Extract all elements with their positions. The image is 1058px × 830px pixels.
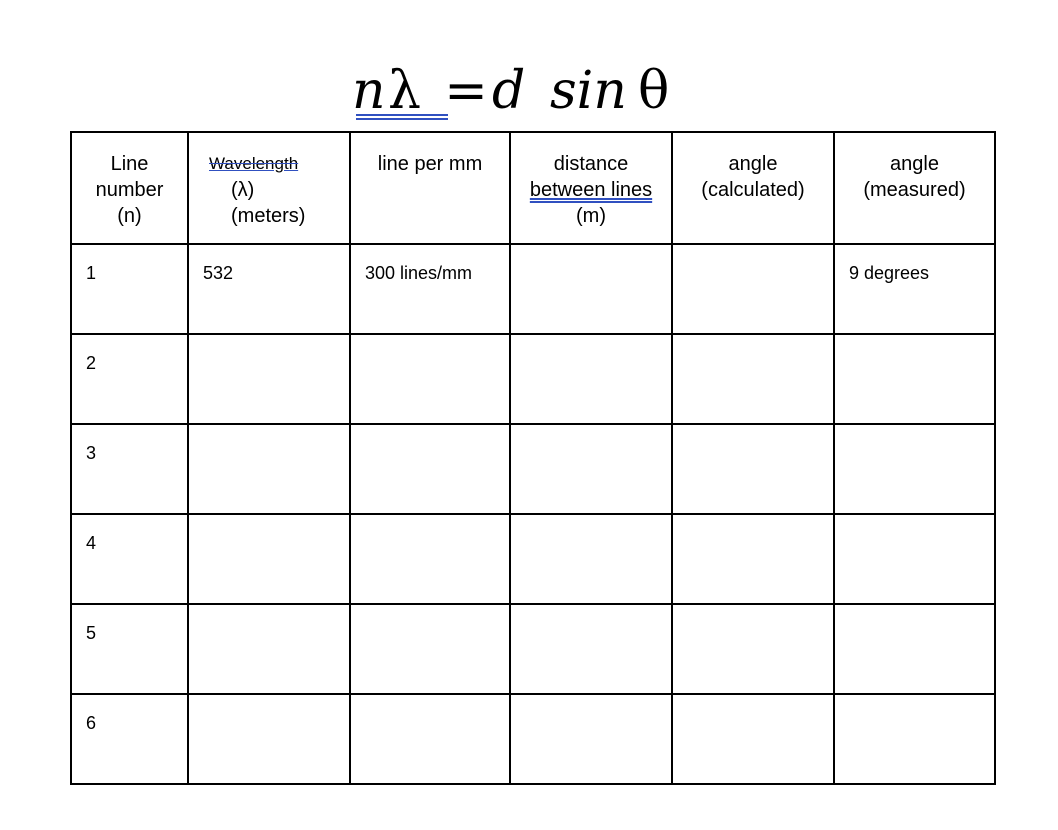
cell-line-number[interactable]: 4	[71, 514, 188, 604]
cell-line-per-mm[interactable]	[350, 514, 510, 604]
table-row	[71, 244, 995, 334]
table-row	[71, 514, 995, 604]
header-distance[interactable]	[510, 132, 672, 244]
header-wavelength-l3: (meters)	[231, 205, 306, 227]
cell-wavelength[interactable]	[188, 604, 350, 694]
header-line-per-mm[interactable]	[350, 132, 510, 244]
cell-angle-calculated[interactable]	[672, 604, 834, 694]
cell-line-per-mm[interactable]	[350, 424, 510, 514]
cell-angle-measured[interactable]: 9 degrees	[834, 244, 995, 334]
cell-angle-calculated[interactable]	[672, 334, 834, 424]
header-angle-measured-l2: (measured)	[863, 179, 966, 201]
cell-wavelength[interactable]	[188, 694, 350, 784]
eq-theta: θ	[638, 61, 670, 121]
cell-line-number[interactable]: 1	[71, 244, 188, 334]
eq-n: n	[352, 61, 386, 121]
cell-angle-calculated[interactable]	[672, 424, 834, 514]
eq-equals: =	[444, 61, 488, 121]
header-angle-calculated[interactable]	[672, 132, 834, 244]
cell-wavelength[interactable]	[188, 424, 350, 514]
cell-wavelength[interactable]	[188, 514, 350, 604]
header-distance-l3: (m)	[576, 205, 606, 227]
data-table	[70, 131, 996, 785]
cell-distance[interactable]	[510, 514, 672, 604]
cell-angle-measured[interactable]	[834, 604, 995, 694]
cell-distance[interactable]	[510, 334, 672, 424]
cell-line-number[interactable]: 5	[71, 604, 188, 694]
header-line-number[interactable]	[71, 132, 188, 244]
header-angle-calculated-l1: angle	[728, 153, 778, 175]
header-wavelength[interactable]	[188, 132, 350, 244]
header-angle-measured-l1: angle	[890, 153, 939, 175]
cell-wavelength[interactable]: 532	[188, 244, 350, 334]
cell-angle-measured[interactable]	[834, 514, 995, 604]
header-distance-l1: distance	[553, 153, 629, 175]
eq-sin: sin	[550, 61, 627, 121]
header-wavelength-l1: Wavelength	[209, 154, 299, 173]
header-row	[71, 132, 995, 244]
header-line-per-mm-l1: line per mm	[377, 153, 483, 175]
eq-d: d	[492, 61, 526, 121]
spellcheck-underline	[356, 114, 448, 120]
cell-line-per-mm[interactable]	[350, 334, 510, 424]
cell-angle-calculated[interactable]	[672, 514, 834, 604]
cell-distance[interactable]	[510, 604, 672, 694]
header-line-number-l1: Line	[110, 153, 149, 175]
cell-distance[interactable]	[510, 244, 672, 334]
cell-distance[interactable]	[510, 424, 672, 514]
table-row	[71, 604, 995, 694]
cell-line-per-mm[interactable]	[350, 694, 510, 784]
cell-angle-calculated[interactable]	[672, 244, 834, 334]
cell-line-number[interactable]: 3	[71, 424, 188, 514]
table-row	[71, 694, 995, 784]
cell-distance[interactable]	[510, 694, 672, 784]
cell-line-number[interactable]: 2	[71, 334, 188, 424]
eq-lambda: λ	[388, 61, 421, 121]
cell-line-per-mm[interactable]	[350, 604, 510, 694]
table-row	[71, 424, 995, 514]
header-line-number-l3: (n)	[117, 205, 142, 227]
cell-angle-measured[interactable]	[834, 424, 995, 514]
header-wavelength-l2: (λ)	[231, 179, 255, 201]
header-line-number-l2: number	[95, 179, 164, 201]
cell-wavelength[interactable]	[188, 334, 350, 424]
header-angle-measured[interactable]	[834, 132, 995, 244]
cell-angle-measured[interactable]	[834, 694, 995, 784]
cell-angle-measured[interactable]	[834, 334, 995, 424]
table-row	[71, 334, 995, 424]
cell-angle-calculated[interactable]	[672, 694, 834, 784]
header-angle-calculated-l2: (calculated)	[701, 179, 805, 201]
header-distance-l2: between lines	[529, 179, 653, 201]
cell-line-per-mm[interactable]: 300 lines/mm	[350, 244, 510, 334]
cell-line-number[interactable]: 6	[71, 694, 188, 784]
